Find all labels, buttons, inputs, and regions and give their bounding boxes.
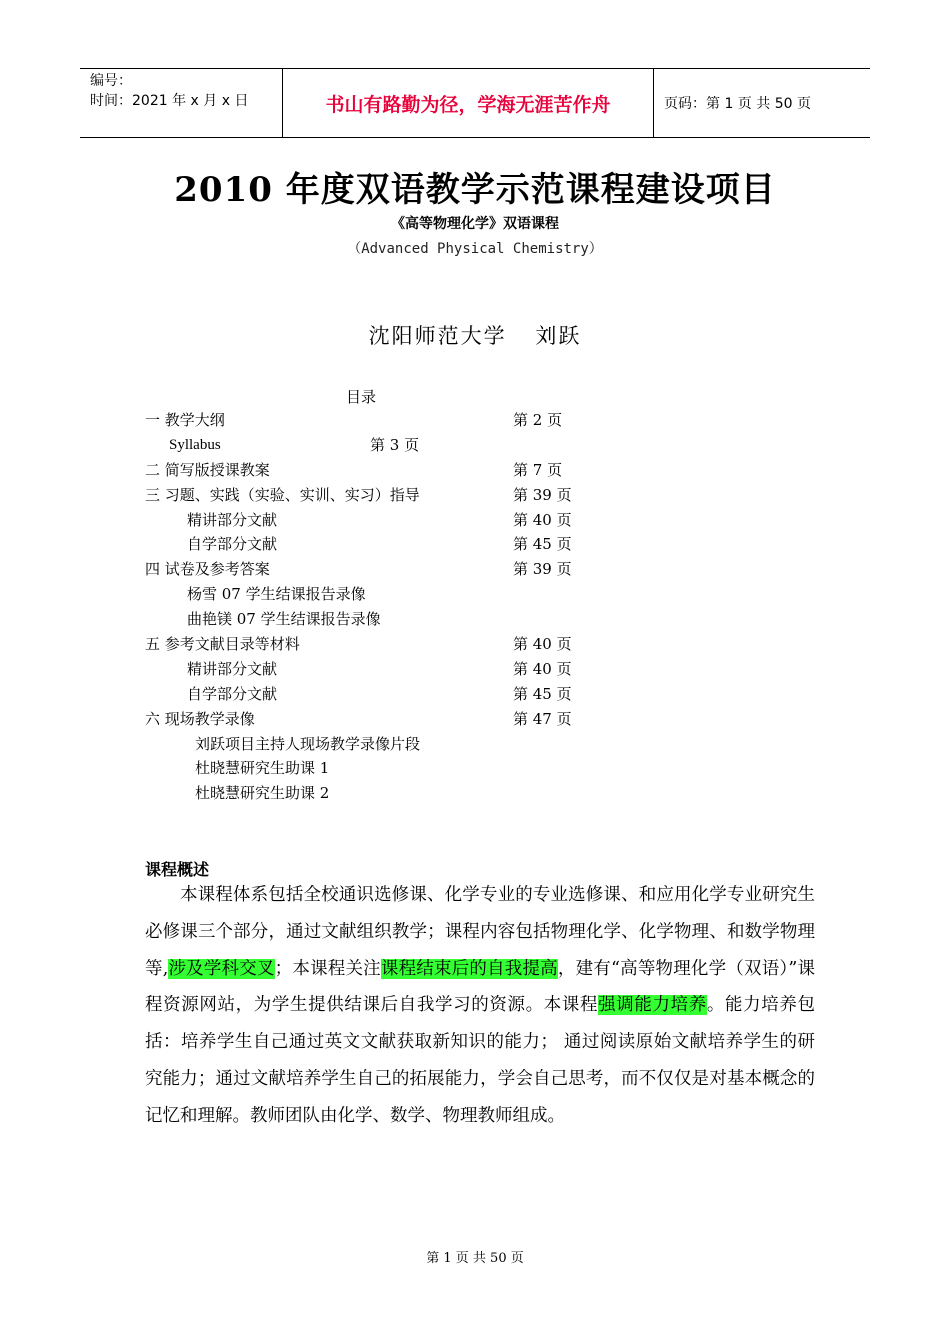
toc-item-label: 精讲部分文献	[187, 659, 278, 678]
toc-item-page: 第 39 页	[513, 485, 572, 504]
overview-text: ，建有“高等物理化学（双语）”课程资源网站，为学生提供结课后自我学习的资源。本课程	[145, 958, 816, 1016]
toc-item-label: 精讲部分文献	[187, 510, 278, 529]
toc-item	[145, 756, 645, 781]
toc-item-page: 第 40 页	[513, 510, 572, 529]
toc-item	[145, 557, 645, 582]
document-title: 2010 年度双语教学示范课程建设项目	[174, 170, 776, 210]
toc-item	[145, 707, 645, 732]
toc-item	[145, 408, 645, 433]
header-motto: 书山有路勤为径，学海无涯苦作舟	[282, 69, 654, 137]
toc-item-label: Syllabus	[169, 436, 221, 453]
toc-item-page: 第 39 页	[513, 560, 572, 579]
toc-item	[145, 682, 645, 707]
toc-item-page: 第 2 页	[513, 411, 563, 429]
toc-item-page: 第 40 页	[513, 635, 572, 654]
toc-title: 目录	[346, 388, 377, 406]
toc-item-page: 第 45 页	[513, 684, 572, 703]
toc-item-label: 自学部分文献	[187, 684, 278, 703]
course-subtitle: 《高等物理化学》双语课程	[391, 216, 559, 232]
toc-item	[145, 508, 645, 533]
toc-item	[145, 732, 645, 757]
overview-heading: 课程概述	[145, 860, 210, 879]
time-label: 时间：2021 年 x 月 x 日	[90, 93, 249, 109]
toc-item	[145, 433, 645, 458]
toc-item	[145, 483, 645, 508]
toc-item	[145, 607, 645, 632]
toc-item	[145, 458, 645, 483]
toc-item-label: 杜晓慧研究生助课 1	[195, 759, 330, 778]
toc-item-page: 第 3 页	[370, 435, 420, 454]
toc-item	[145, 632, 645, 657]
overview-text: 本课程体系包括全校通识选修课、化学专业的专业选修课、和应用化学专业研究生必修课三个部分，通过文献组织教学；课程内容包括物理化学、化学物理、和数学物理等,	[145, 885, 815, 979]
toc-item-page: 第 47 页	[513, 709, 572, 728]
page-footer: 第 1 页 共 50 页	[426, 1251, 524, 1266]
toc-item-label: 自学部分文献	[187, 535, 278, 554]
toc-item-label: 五 参考文献目录等材料	[145, 635, 300, 654]
header-page-info: 页码：第 1 页 共 50 页	[664, 96, 811, 112]
table-of-contents	[145, 408, 645, 806]
toc-item	[145, 582, 645, 607]
number-label: 编号：	[90, 73, 132, 89]
toc-item-page: 第 40 页	[513, 659, 572, 678]
toc-item-label: 三 习题、实践（实验、实训、实习）指导	[145, 485, 420, 504]
toc-item-page: 第 45 页	[513, 535, 572, 554]
author-line: 沈阳师范大学 刘跃	[368, 324, 582, 348]
toc-item-label: 刘跃项目主持人现场教学录像片段	[195, 734, 421, 753]
highlight-self-improvement: 课程结束后的自我提高	[380, 958, 558, 979]
toc-item-label: 一 教学大纲	[145, 411, 225, 429]
toc-item-label: 四 试卷及参考答案	[145, 560, 270, 579]
highlight-ability-training: 强调能力培养	[598, 995, 707, 1016]
overview-text: 。能力培养包括：培养学生自己通过英文文献获取新知识的能力； 通过阅读原始文献培养学生的研究能力；通过文献培养学生自己的拓展能力，学会自己思考，而不仅仅是对基本概念的记忆和理解。教师团队由化学、数学、物理教师组成。	[145, 995, 815, 1126]
header-meta	[80, 69, 282, 137]
toc-item-label: 六 现场教学录像	[145, 709, 255, 728]
english-title: （Advanced Physical Chemistry）	[347, 241, 603, 257]
toc-item	[145, 532, 645, 557]
page-header	[80, 68, 870, 138]
toc-item-page: 第 7 页	[513, 460, 563, 479]
toc-item-label: 杨雪 07 学生结课报告录像	[187, 585, 366, 604]
toc-item	[145, 657, 645, 682]
highlight-interdisciplinary: 涉及学科交叉	[168, 958, 275, 979]
overview-text: ；本课程关注	[274, 958, 381, 979]
toc-item	[145, 781, 645, 806]
toc-item-label: 杜晓慧研究生助课 2	[195, 784, 330, 803]
toc-item-label: 曲艳镁 07 学生结课报告录像	[187, 610, 381, 629]
overview-paragraph	[145, 877, 815, 1135]
toc-item-label: 二 简写版授课教案	[145, 460, 270, 479]
